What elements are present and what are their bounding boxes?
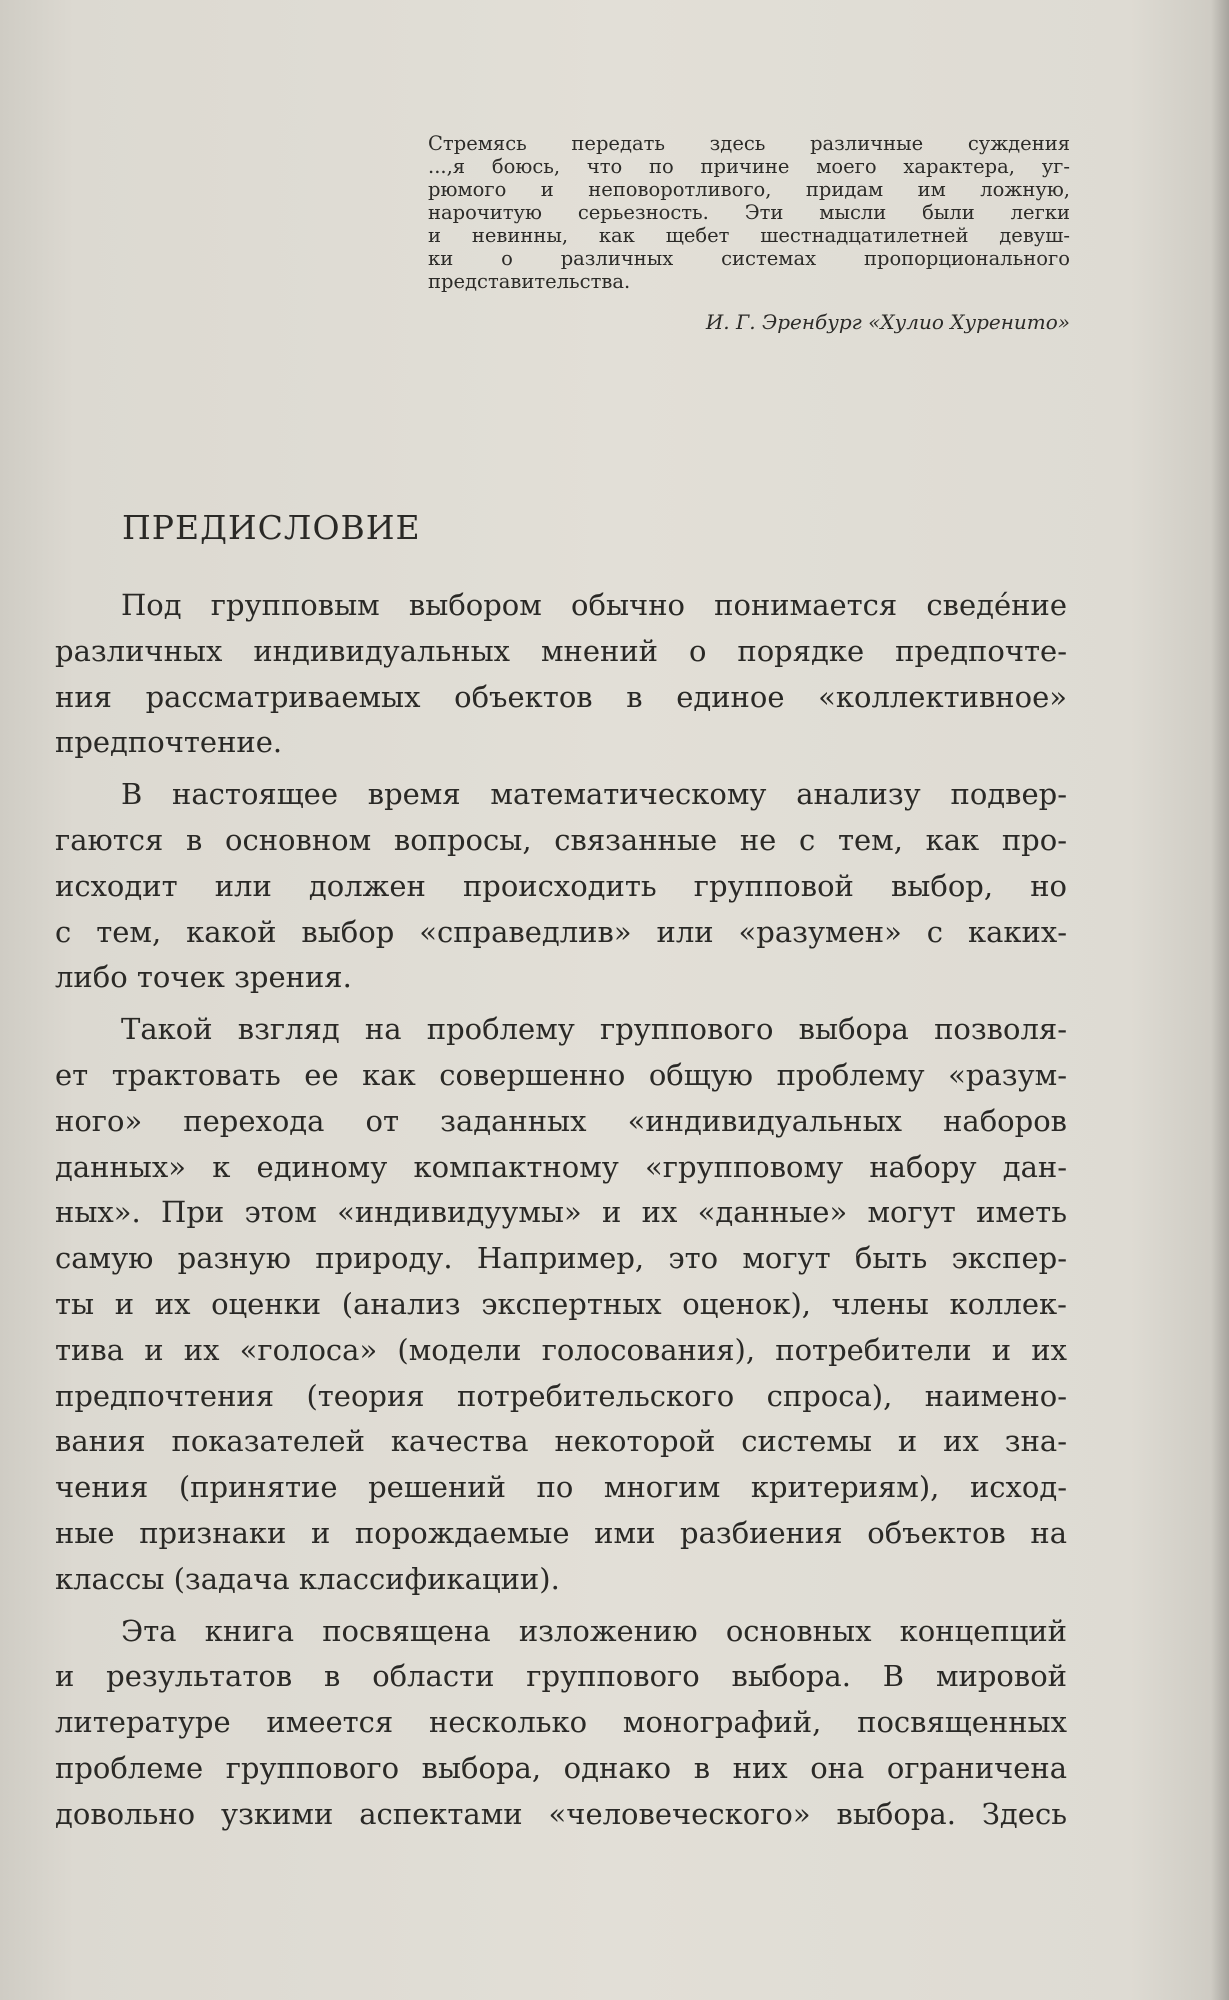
epigraph-line: представительства. <box>428 270 631 293</box>
text-line: предпочтение. <box>55 725 283 760</box>
text-line: либо точек зрения. <box>55 960 352 995</box>
text-line: проблеме группового выбора, однако в них она ограничена <box>55 1750 1067 1785</box>
text-line: довольно узкими аспектами «человеческого» выбора. Здесь <box>55 1796 1067 1831</box>
epigraph-line: ...,я боюсь, что по причине моего характера, уг- <box>428 155 1070 178</box>
page-spine-shadow <box>1211 0 1229 2000</box>
paragraph-2 <box>55 772 1067 1001</box>
text-line: тива и их «голоса» (модели голосования), потребители и их <box>55 1332 1067 1367</box>
text-line: В настоящее время математическому анализу подвер- <box>121 777 1067 812</box>
text-line: ет трактовать ее как совершенно общую проблему «разум- <box>55 1057 1067 1092</box>
text-line: исходит или должен происходить групповой выбор, но <box>55 868 1067 903</box>
body-text <box>55 583 1067 1838</box>
epigraph-line: рюмого и неповоротливого, придам им ложную, <box>428 178 1070 201</box>
epigraph <box>428 132 1070 293</box>
text-line: и результатов в области группового выбора. В мировой <box>55 1659 1067 1694</box>
text-line: чения (принятие решений по многим критериям), исход- <box>55 1470 1067 1505</box>
text-line: Под групповым выбором обычно понимается сведе́ние <box>121 588 1067 622</box>
epigraph-line: Стремясь передать здесь различные суждения <box>428 132 1070 155</box>
text-line: данных» к единому компактному «групповому набору дан- <box>55 1149 1067 1184</box>
text-line: с тем, какой выбор «справедлив» или «разумен» с каких- <box>55 914 1067 949</box>
paragraph-4 <box>55 1609 1067 1838</box>
paragraph-1 <box>55 583 1067 766</box>
text-line: Такой взгляд на проблему группового выбора позволя- <box>121 1012 1067 1047</box>
text-line: гаются в основном вопросы, связанные не с тем, как про- <box>55 822 1067 857</box>
section-heading: ПРЕДИСЛОВИЕ <box>122 508 421 547</box>
text-line: ты и их оценки (анализ экспертных оценок), члены коллек- <box>55 1286 1067 1321</box>
epigraph-line: нарочитую серьезность. Эти мысли были легки <box>428 201 1070 224</box>
text-line: самую разную природу. Например, это могут быть экспер- <box>55 1241 1067 1276</box>
epigraph-line: ки о различных системах пропорционального <box>428 247 1070 270</box>
text-line: ния рассматриваемых объектов в единое «коллективное» <box>55 679 1067 714</box>
text-line: вания показателей качества некоторой системы и их зна- <box>55 1424 1067 1459</box>
text-line: ные признаки и порождаемые ими разбиения объектов на <box>55 1515 1067 1550</box>
text-line: Эта книга посвящена изложению основных концепций <box>121 1613 1067 1648</box>
text-line: предпочтения (теория потребительского спроса), наимено- <box>55 1378 1067 1413</box>
text-line: ного» перехода от заданных «индивидуальных наборов <box>55 1103 1067 1138</box>
text-line: литературе имеется несколько монографий, посвященных <box>55 1705 1067 1740</box>
text-line: классы (задача классификации). <box>55 1561 560 1596</box>
epigraph-attribution: И. Г. Эренбург «Хулио Хуренито» <box>705 310 1070 334</box>
epigraph-line: и невинны, как щебет шестнадцатилетней девуш- <box>428 224 1070 247</box>
text-line: различных индивидуальных мнений о порядке предпочте- <box>55 633 1067 668</box>
paragraph-3 <box>55 1007 1067 1602</box>
text-line: ных». При этом «индивидуумы» и их «данные» могут иметь <box>55 1195 1067 1230</box>
